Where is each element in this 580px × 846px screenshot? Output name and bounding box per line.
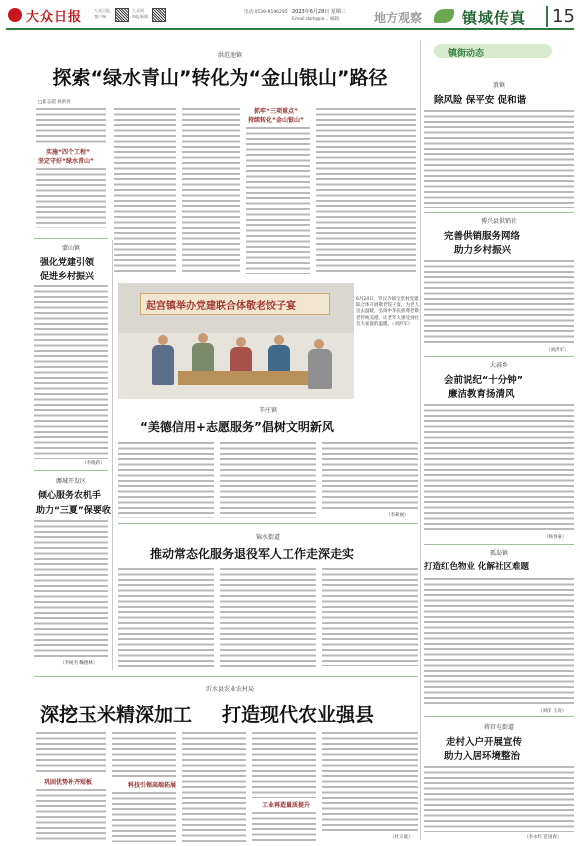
story2-author: （李晓莉） bbox=[82, 461, 105, 466]
r1-kicker: 浪镇 bbox=[492, 82, 505, 89]
story5-text1 bbox=[118, 566, 214, 670]
r4-headline: 打造红色物业 化解社区难题 bbox=[424, 562, 529, 572]
bottom-headline-a: 深挖玉米精深加工 bbox=[40, 704, 193, 726]
page-number: 15 bbox=[546, 6, 575, 27]
r2-headline-a: 完善供销服务网络 bbox=[444, 231, 521, 242]
story5-kicker: 锦水街道 bbox=[255, 534, 280, 541]
lead-sub1-b: 坚定守好“绿水青山” bbox=[38, 158, 94, 165]
app-label-4: 海报新闻 bbox=[132, 14, 148, 19]
lead-sub2-a: 抓牢“三项重点” bbox=[254, 108, 298, 115]
story4-text1 bbox=[118, 440, 214, 518]
bottom-sub3: 工业再造量质提升 bbox=[262, 802, 311, 809]
r2-text bbox=[424, 258, 574, 346]
event-photo bbox=[118, 283, 354, 399]
r5-author: （李永红 范国春） bbox=[524, 835, 562, 840]
lead-text-col1b bbox=[36, 166, 106, 228]
r3-headline-b: 廉洁教育扬清风 bbox=[448, 389, 515, 400]
column-divider bbox=[112, 240, 113, 670]
lead-text-col3 bbox=[182, 106, 240, 274]
story4-text3 bbox=[322, 440, 418, 510]
bottom-author: （杜义波） bbox=[390, 835, 413, 840]
r5-kicker: 蒋官屯街道 bbox=[483, 724, 514, 731]
lead-text-col5 bbox=[316, 106, 416, 274]
story5-text3 bbox=[322, 566, 418, 666]
bottom-kicker: 沂水县农业农村局 bbox=[205, 686, 254, 693]
bottom-text-1b bbox=[36, 787, 106, 842]
story3-headline-b: 助力“三夏”保要收 bbox=[36, 506, 111, 516]
photo-caption: 6月24日，罗汉寺镇宝堂村党建联合体开展敬老饺子宴，为老人送去温暖，弘扬中华民族尊老敬老传统美德，让老年人感受到社会大家庭的温暖。（刘洪军） bbox=[356, 297, 419, 327]
story5-text2 bbox=[220, 566, 316, 670]
app-label-1: 大众日报 bbox=[94, 8, 110, 13]
divider bbox=[118, 523, 418, 524]
r3-headline-a: 会前说纪“十分钟” bbox=[444, 375, 523, 386]
story3-author: （李树杰 鞠德林） bbox=[60, 661, 98, 666]
bottom-text-5 bbox=[322, 730, 418, 834]
lead-text-col4 bbox=[246, 125, 310, 274]
story2-text bbox=[34, 283, 108, 459]
masthead-email: Email:dzrb@ie... 邮箱 bbox=[292, 17, 340, 22]
bottom-text-1 bbox=[36, 730, 106, 774]
bottom-text-2 bbox=[112, 730, 176, 778]
bottom-sub2: 科技引领高端拓展 bbox=[128, 782, 177, 789]
photo-banner-text: 起宫镇举办党建联合体敬老饺子宴 bbox=[146, 301, 296, 312]
r4-kicker: 孤岛镇 bbox=[489, 550, 508, 557]
story2-headline-a: 强化党建引领 bbox=[40, 258, 95, 268]
story4-text2 bbox=[220, 440, 316, 518]
divider bbox=[424, 716, 574, 717]
story5-headline: 推动常态化服务退役军人工作走深走实 bbox=[150, 547, 355, 561]
divider bbox=[34, 676, 418, 677]
r2-headline-b: 助力乡村振兴 bbox=[454, 245, 512, 256]
story3-text bbox=[34, 518, 108, 658]
story4-author: （李莉丽） bbox=[386, 513, 409, 518]
story4-headline: “美德信用+志愿服务”倡树文明新风 bbox=[140, 420, 334, 434]
r5-text bbox=[424, 764, 574, 832]
bottom-sub1: 巩固优势补齐短板 bbox=[44, 779, 93, 786]
r2-kicker: 博兴县供销社 bbox=[480, 218, 517, 225]
section-tag-label: 镇街动态 bbox=[448, 49, 485, 59]
story2-headline-b: 促进乡村振兴 bbox=[40, 272, 95, 282]
section-name: 地方观察 bbox=[374, 11, 423, 25]
r3-kicker: 大蒜乡 bbox=[489, 362, 508, 369]
divider bbox=[424, 544, 574, 545]
column-divider bbox=[420, 40, 421, 840]
app-label-2: 客户端 bbox=[94, 14, 106, 19]
r5-headline-a: 走村入户开展宣传 bbox=[446, 737, 523, 748]
r3-author: （杨春豪） bbox=[544, 535, 567, 540]
r1-headline: 除风险 保平安 促和谐 bbox=[434, 95, 527, 106]
r4-text bbox=[424, 576, 574, 706]
story4-kicker: 辛庄镇 bbox=[258, 407, 277, 414]
divider bbox=[424, 212, 574, 213]
lead-text-col1 bbox=[36, 106, 106, 144]
bottom-headline-b: 打造现代农业强县 bbox=[222, 704, 375, 726]
masthead bbox=[6, 4, 574, 30]
r1-text bbox=[424, 108, 574, 208]
lead-sub2-b: 持续转化“金山银山” bbox=[248, 117, 304, 124]
masthead-phone: 电话:0539-8196295 bbox=[244, 10, 288, 15]
bottom-text-2b bbox=[112, 790, 176, 842]
r3-text bbox=[424, 402, 574, 532]
r2-author: （刘洪军） bbox=[546, 348, 569, 353]
bottom-text-4 bbox=[252, 730, 316, 798]
page-name: 镇域传真 bbox=[462, 9, 527, 27]
qr-code-icon bbox=[115, 8, 129, 22]
app-label-3: 大众网 bbox=[132, 8, 144, 13]
bottom-text-4b bbox=[252, 810, 316, 842]
story3-kicker: 鄌城开发区 bbox=[55, 478, 86, 485]
lead-headline: 探索“绿水青山”转化为“金山银山”路径 bbox=[52, 67, 388, 89]
r4-author: （刘洋 王涛） bbox=[538, 709, 567, 714]
bottom-text-3 bbox=[182, 730, 246, 842]
masthead-date: 2023年6月28日 星期三 bbox=[292, 9, 346, 15]
divider bbox=[34, 238, 108, 239]
lead-text-col2 bbox=[114, 106, 176, 274]
paper-name: 大众日报 bbox=[26, 10, 83, 25]
qr-code-icon-2 bbox=[152, 8, 166, 22]
newspaper-logo-icon bbox=[8, 8, 22, 22]
leaf-icon bbox=[434, 9, 454, 23]
lead-sub1-a: 实施“四个工程” bbox=[46, 149, 90, 156]
r5-headline-b: 助力入居环境整治 bbox=[444, 751, 521, 762]
divider bbox=[34, 470, 108, 471]
story2-kicker: 蒙山镇 bbox=[61, 245, 80, 252]
divider bbox=[424, 356, 574, 357]
lead-kicker: 洪范池镇 bbox=[217, 52, 242, 59]
lead-author: □崔志超 孙洪亮 bbox=[38, 100, 71, 105]
story3-headline-a: 倾心服务农机手 bbox=[38, 491, 102, 501]
